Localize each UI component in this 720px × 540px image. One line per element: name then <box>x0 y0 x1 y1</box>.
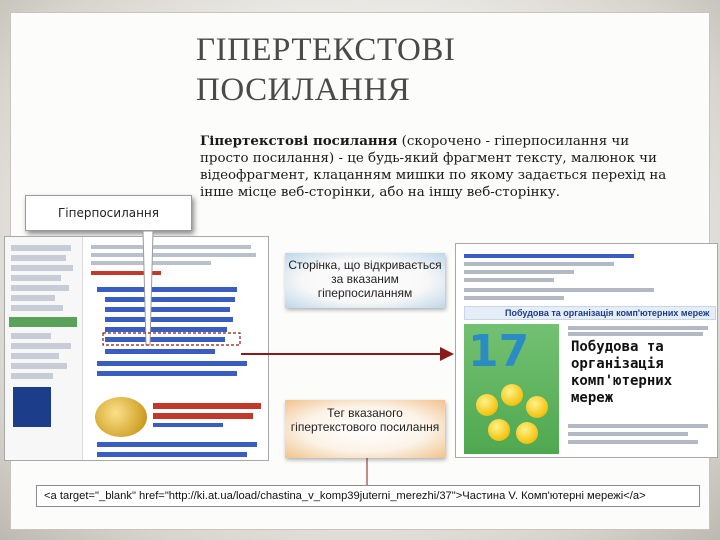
banner-image <box>149 399 267 429</box>
cover-number: 17 <box>468 326 530 377</box>
page-text-line <box>464 270 574 274</box>
sidebar-link <box>11 285 69 291</box>
sidebar-section-header <box>9 317 77 327</box>
smiley-icon <box>488 419 510 441</box>
definition-paragraph <box>200 133 675 201</box>
page-text-line <box>91 253 256 257</box>
sidebar-link <box>11 265 73 271</box>
page-link <box>105 317 233 322</box>
page-text-line <box>91 245 251 249</box>
sidebar-link <box>11 333 51 339</box>
html-tag-code: <a target="_blank" href="http://ki.at.ua/load/chastina_v_komp39juterni_merezhi/37">Частина V. Комп'ютерні мережі</a> <box>36 485 700 507</box>
opened-page-callout: Сторінка, що відкривається за вказаним гіперпосиланням <box>285 253 445 308</box>
page-text-line <box>464 288 654 292</box>
sidebar-link <box>11 353 59 359</box>
chapter-heading: Побудова та організація комп'ютерних мереж <box>571 339 673 406</box>
smiley-icon <box>526 396 548 418</box>
page-text-line <box>464 278 554 282</box>
slide-title <box>196 30 496 110</box>
tv-logo-icon <box>13 387 51 427</box>
page-text-line <box>464 262 614 266</box>
definition-term: Гіпертекстові посилання <box>200 133 398 149</box>
page-heading <box>91 271 161 275</box>
sidebar-link <box>11 295 55 301</box>
page-text-line <box>91 261 211 265</box>
page-link <box>97 361 247 366</box>
slide-title-line-2: ПОСИЛАННЯ <box>196 72 411 108</box>
page-link <box>97 287 237 292</box>
page-link <box>105 307 230 312</box>
page-link <box>97 452 247 457</box>
sidebar-link <box>11 275 61 281</box>
sidebar-link <box>11 255 66 261</box>
definition-text: (скорочено - гіперпосилання чи просто посилання) - це будь-який фрагмент тексту, малюнок чи відеофрагмент, клацанням мишки по якому задається перехід на інше місце веб-сторінки, або на іншу веб-сторінку. <box>200 134 667 200</box>
section-bar-text: Побудова та організація комп'ютерних мереж <box>505 308 710 318</box>
sidebar-link <box>11 245 71 251</box>
sidebar-link <box>11 343 71 349</box>
sidebar-link <box>11 363 67 369</box>
source-page-screenshot <box>4 236 269 461</box>
page-link-highlighted <box>105 337 225 342</box>
smiley-icon <box>476 394 498 416</box>
section-bar <box>464 306 716 320</box>
target-page-screenshot <box>455 243 718 458</box>
source-page-sidebar <box>5 237 83 461</box>
page-text-line <box>568 424 708 428</box>
page-link <box>105 327 227 332</box>
coin-emblem-icon <box>95 397 147 437</box>
page-text-line <box>568 326 708 330</box>
page-link <box>97 442 257 447</box>
page-text-line <box>464 296 564 300</box>
page-link <box>464 254 634 258</box>
page-link <box>105 349 215 354</box>
slide-title-line-1: ГІПЕРТЕКСТОВІ <box>196 32 456 68</box>
page-text-line <box>568 432 688 436</box>
page-link <box>105 297 235 302</box>
tag-callout: Тег вказаного гіпертекстового посилання <box>285 400 445 458</box>
page-text-line <box>568 332 703 336</box>
page-text-line <box>568 440 698 444</box>
sidebar-link <box>11 305 63 311</box>
page-link <box>97 371 237 376</box>
smiley-icon <box>516 422 538 444</box>
sidebar-link <box>11 373 53 379</box>
hyperlink-callout: Гіперпосилання <box>25 195 192 231</box>
smiley-icon <box>501 384 523 406</box>
